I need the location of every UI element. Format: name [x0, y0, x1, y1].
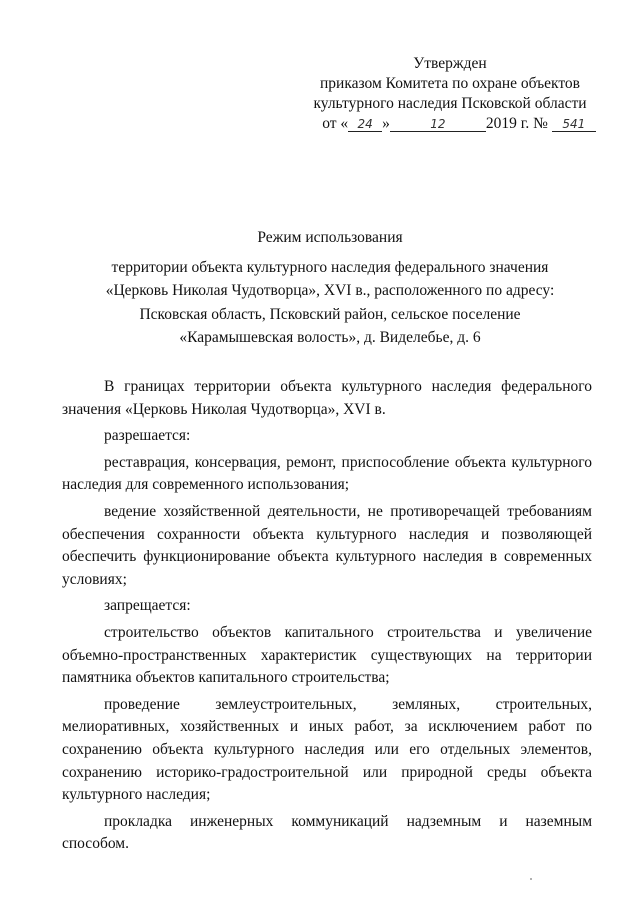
allowed-heading: разрешается:	[104, 427, 191, 445]
document-title	[60, 226, 600, 350]
allowed-item-2: ведение хозяйственной деятельности, не противоречащей требованиям обеспечения сохранности объекта культурного наследия и позволяющей обеспечить функционирование объекта культурного наследия в современных условиях;	[62, 502, 592, 588]
number-value: 541	[562, 117, 586, 131]
prohibited-item-2: проведение землеустроительных, земляных, строительных, мелиоративных, хозяйственных и иных работ, за исключением работ по сохранению объекта культурного наследия или его отдельных элементов, сохранению историко-градостроительной или природной среды объекта культурного наследия;	[62, 695, 592, 804]
year-suffix: 2019 г. №	[485, 115, 548, 132]
prohibited-heading: запрещается:	[104, 597, 191, 615]
allowed-item-1: реставрация, консервация, ремонт, приспособление объекта культурного наследия для современного использования;	[62, 453, 592, 494]
approval-title: Утвержден	[413, 55, 487, 72]
day-field	[348, 114, 382, 132]
intro-paragraph: В границах территории объекта культурного наследия федерального значения «Церковь Николая Чудотворца», XVI в.	[62, 378, 592, 418]
day-value: 24	[357, 117, 373, 131]
prohibited-item-3: прокладка инженерных коммуникаций надземным и наземным способом.	[62, 812, 592, 853]
month-value: 12	[430, 117, 446, 131]
approval-line-1: приказом Комитета по охране объектов	[319, 75, 580, 92]
scan-speck	[530, 878, 532, 880]
title-line-2: территории объекта культурного наследия федерального значения	[111, 258, 549, 276]
approval-line-2: культурного наследия Псковской области	[313, 95, 587, 112]
title-line-5: «Карамышевская волость», д. Виделебье, д. 6	[179, 329, 481, 346]
month-field	[390, 114, 486, 132]
prohibited-item-1: строительство объектов капитального строительства и увеличение объемно-пространственных характеристик существующих на территории памятника объектов капитального строительства;	[62, 623, 592, 687]
title-line-1: Режим использования	[257, 229, 403, 246]
quote-close: »	[382, 115, 390, 132]
approval-stamp	[300, 54, 600, 134]
date-prefix: от «	[322, 115, 349, 132]
document-body	[62, 376, 592, 856]
number-field	[552, 114, 596, 132]
approval-date-line	[304, 115, 596, 132]
title-line-4: Псковская область, Псковский район, сельское поселение	[139, 305, 521, 323]
title-line-3: «Церковь Николая Чудотворца», XVI в., расположенного по адресу:	[105, 282, 555, 299]
